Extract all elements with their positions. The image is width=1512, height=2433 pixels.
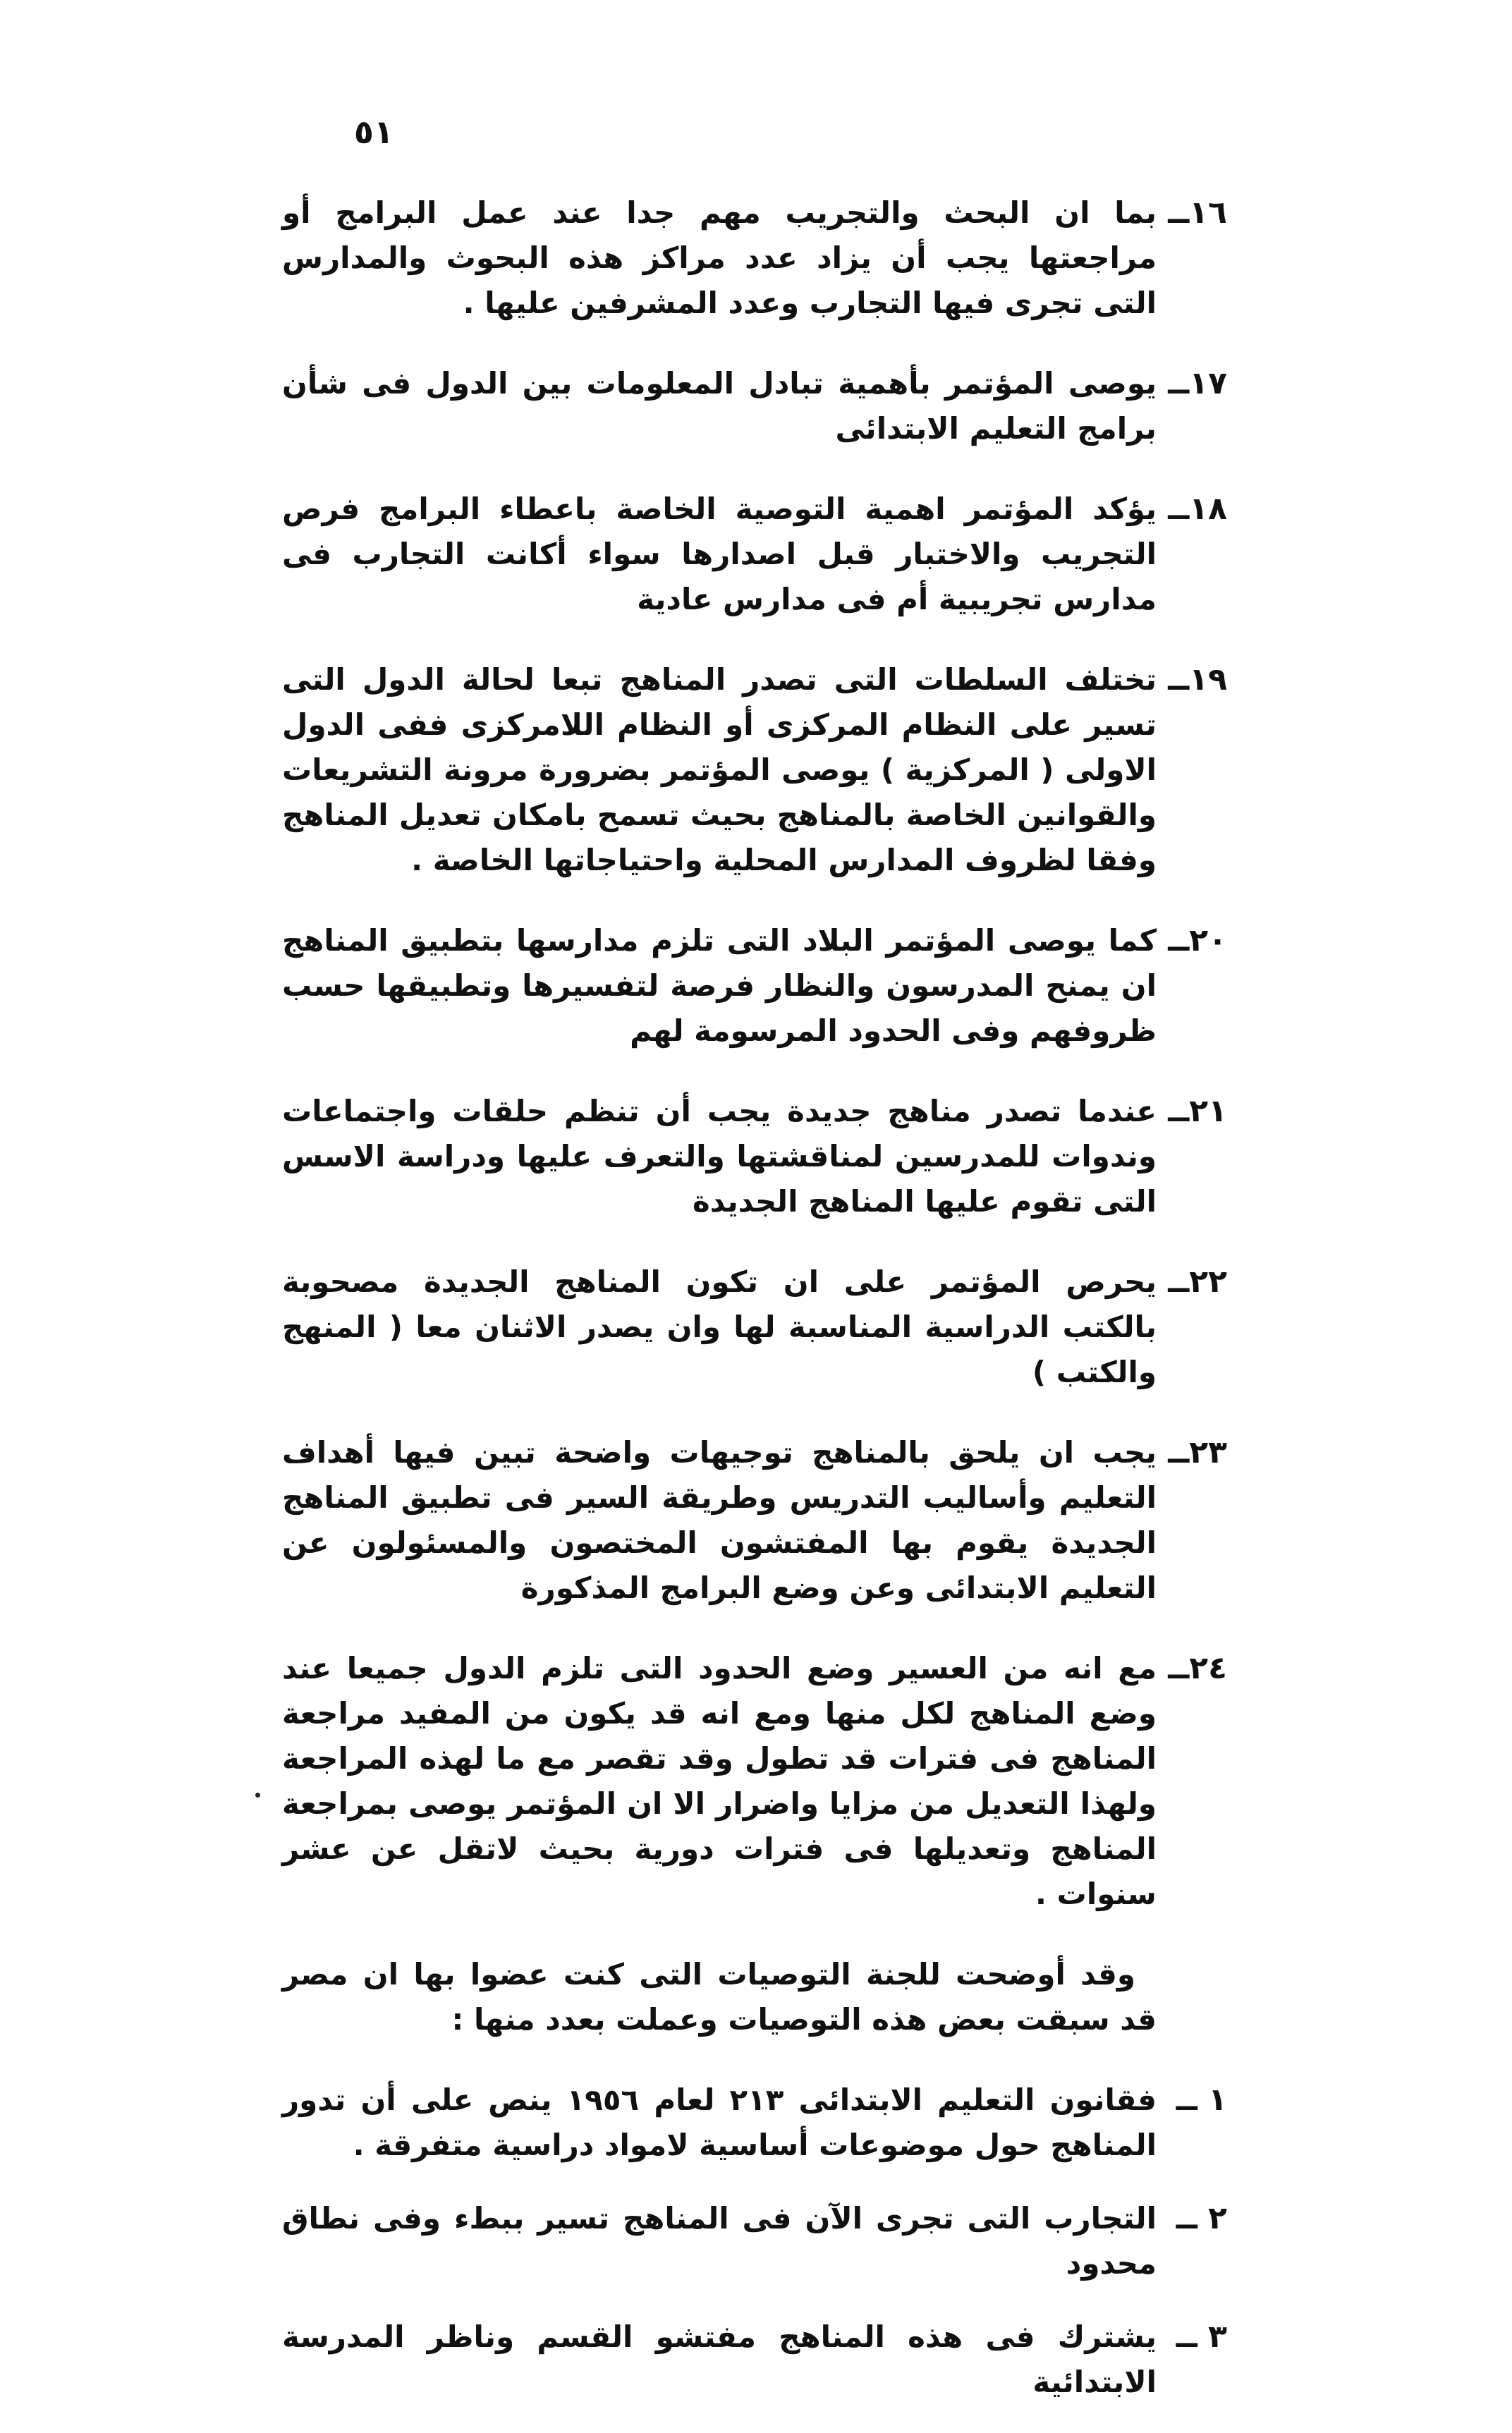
item-text: تختلف السلطات التى تصدر المناهج تبعا لحالة الدول التى تسير على النظام المركزى أو النظام اللامركزى ففى الدول الاولى ( المركزية ) يوصى المؤتمر بضرورة مرونة التشريعات والقوانين الخاصة بالمناهج بحيث تسمح بامكان تعديل المناهج وفقا لظروف المدارس المحلية واحتياجاتها الخاصة .: [282, 662, 1157, 877]
item-number: ٢٢ــ: [1168, 1264, 1227, 1300]
egypt-point-item: [282, 2196, 1227, 2286]
page-content: [282, 190, 1227, 2433]
recommendation-item: [282, 1260, 1227, 1395]
item-number: ٢٣ــ: [1168, 1434, 1227, 1470]
page-number: ٥١: [353, 113, 394, 151]
recommendation-item: [282, 657, 1227, 883]
item-number: ٢٤ــ: [1168, 1650, 1227, 1686]
recommendation-item: [282, 487, 1227, 622]
recommendation-item: [282, 1089, 1227, 1224]
item-text: يؤكد المؤتمر اهمية التوصية الخاصة باعطاء البرامج فرص التجريب والاختبار قبل اصدارها سواء أكانت التجارب فى مدارس تجريبية أم فى مدارس عادية: [282, 492, 1157, 616]
summary-paragraph: وقد أوضحت للجنة التوصيات التى كنت عضوا بها ان مصر قد سبقت بعض هذه التوصيات وعملت بعدد منها :: [282, 1957, 1157, 2037]
recommendation-item: [282, 1646, 1227, 1917]
item-text: يوصى المؤتمر بأهمية تبادل المعلومات بين الدول فى شأن برامج التعليم الابتدائى: [282, 366, 1157, 446]
item-text: كما يوصى المؤتمر البلاد التى تلزم مدارسها بتطبيق المناهج ان يمنح المدرسون والنظار فرصة لتفسيرها وتطبيقها حسب ظروفهم وفى الحدود المرسومة لهم: [282, 923, 1157, 1048]
recommendation-item: [282, 190, 1227, 326]
item-number: ١٧ــ: [1168, 365, 1227, 401]
item-text: يحرص المؤتمر على ان تكون المناهج الجديدة مصحوبة بالكتب الدراسية المناسبة لها وان يصدر الاثنان معا ( المنهج والكتب ): [282, 1264, 1157, 1389]
item-text: يجب ان يلحق بالمناهج توجيهات واضحة تبين فيها أهداف التعليم وأساليب التدريس وطريقة السير فى تطبيق المناهج الجديدة يقوم بها المفتشون المختصون والمسئولون عن التعليم الابتدائى وعن وضع البرامج المذكورة: [282, 1435, 1157, 1605]
item-text: عندما تصدر مناهج جديدة يجب أن تنظم حلقات واجتماعات وندوات للمدرسين لمناقشتها والتعرف عليها ودراسة الاسس التى تقوم عليها المناهج الجديدة: [282, 1094, 1157, 1219]
item-number: ١٦ــ: [1168, 195, 1227, 231]
item-text: يشترك فى هذه المناهج مفتشو القسم وناظر المدرسة الابتدائية: [282, 2319, 1157, 2399]
item-text: مع انه من العسير وضع الحدود التى تلزم الدول جميعا عند وضع المناهج لكل منها ومع انه قد يكون من المفيد مراجعة المناهج فى فترات قد تطول وقد تقصر مع ما لهذه المراجعة ولهذا التعديل من مزايا واضرار الا ان المؤتمر يوصى بمراجعة المناهج وتعديلها فى فترات دورية بحيث لاتقل عن عشر سنوات .: [282, 1651, 1157, 1911]
egypt-point-item: [282, 2078, 1227, 2168]
recommendation-item: [282, 918, 1227, 1054]
egypt-point-item: [282, 2315, 1227, 2405]
recommendation-item: [282, 1430, 1227, 1611]
recommendation-item: [282, 361, 1227, 451]
item-number: ٣ ــ: [1176, 2319, 1227, 2355]
item-number: ٢٠ــ: [1168, 922, 1227, 958]
stray-mark: [255, 1793, 260, 1798]
item-text: فقانون التعليم الابتدائى ٢١٣ لعام ١٩٥٦ ينص على أن تدور المناهج حول موضوعات أساسية لامواد دراسية متفرقة .: [282, 2083, 1157, 2162]
item-number: ٢ ــ: [1176, 2200, 1227, 2236]
item-number: ١٩ــ: [1168, 661, 1227, 697]
item-text: التجارب التى تجرى الآن فى المناهج تسير ببطء وفى نطاق محدود: [282, 2201, 1157, 2281]
item-number: ١٨ــ: [1168, 491, 1227, 527]
item-number: ٢١ــ: [1168, 1093, 1227, 1129]
item-text: بما ان البحث والتجريب مهم جدا عند عمل البرامج أو مراجعتها يجب أن يزاد عدد مراكز هذه البحوث والمدارس التى تجرى فيها التجارب وعدد المشرفين عليها .: [282, 195, 1157, 320]
item-number: ١ ــ: [1176, 2082, 1227, 2118]
